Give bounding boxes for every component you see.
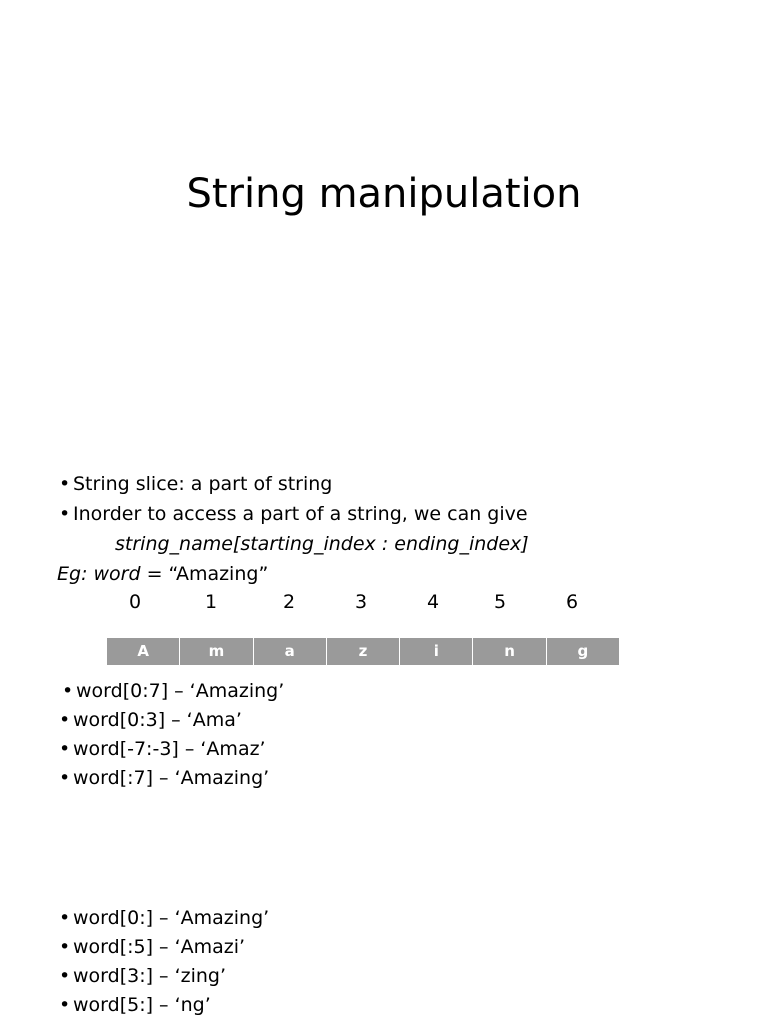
bullet-string-slice (59, 471, 332, 497)
slice-item (59, 905, 269, 931)
character-cell: g (577, 642, 589, 660)
index-number: 2 (282, 591, 296, 613)
index-number: 6 (565, 591, 579, 613)
slice-text: word[0:3] – ‘Ama’ (73, 709, 242, 731)
slice-text: word[3:] – ‘zing’ (73, 965, 227, 987)
slice-text: word[5:] – ‘ng’ (73, 994, 211, 1016)
syntax-line: string_name[starting_index : ending_index] (115, 533, 529, 555)
slice-text: word[:5] – ‘Amazi’ (73, 936, 246, 958)
example-value: = “Amazing” (140, 563, 269, 585)
slice-item (59, 992, 211, 1018)
index-number: 0 (128, 591, 142, 613)
slice-text: word[0:] – ‘Amazing’ (73, 907, 270, 929)
character-cell: z (327, 638, 400, 665)
slice-item (59, 963, 226, 989)
bullet-marker: • (62, 680, 74, 702)
slice-item (59, 736, 266, 762)
example-line (57, 561, 268, 587)
bullet-marker: • (59, 503, 71, 525)
bullet-marker: • (59, 473, 71, 495)
bullet-marker: • (59, 965, 71, 987)
bullet-inorder (59, 501, 528, 527)
index-number: 1 (204, 591, 218, 613)
index-number: 3 (354, 591, 368, 613)
bullet-text: Inorder to access a part of a string, we can give (73, 503, 528, 525)
character-cell: n (473, 638, 546, 665)
slice-text: word[0:7] – ‘Amazing’ (76, 680, 285, 702)
bullet-marker: • (59, 709, 71, 731)
character-cell: m (180, 638, 253, 665)
character-cell: a (254, 638, 327, 665)
bullet-marker: • (59, 738, 71, 760)
character-table (107, 638, 619, 665)
bullet-text: String slice: a part of string (73, 473, 333, 495)
slice-item (59, 707, 242, 733)
slice-text: word[:7] – ‘Amazing’ (73, 767, 270, 789)
bullet-marker: • (59, 767, 71, 789)
index-number: 5 (493, 591, 507, 613)
character-cell: i (400, 638, 473, 665)
index-row (0, 589, 768, 615)
slice-item (59, 934, 245, 960)
bullet-marker: • (59, 907, 71, 929)
character-cell: A (107, 638, 180, 665)
slice-item (59, 765, 269, 791)
example-prefix: Eg: word (57, 563, 141, 585)
slide-title: String manipulation (186, 171, 582, 217)
bullet-marker: • (59, 936, 71, 958)
slice-item (62, 678, 284, 704)
index-number: 4 (426, 591, 440, 613)
slice-text: word[-7:-3] – ‘Amaz’ (73, 738, 266, 760)
bullet-marker: • (59, 994, 71, 1016)
